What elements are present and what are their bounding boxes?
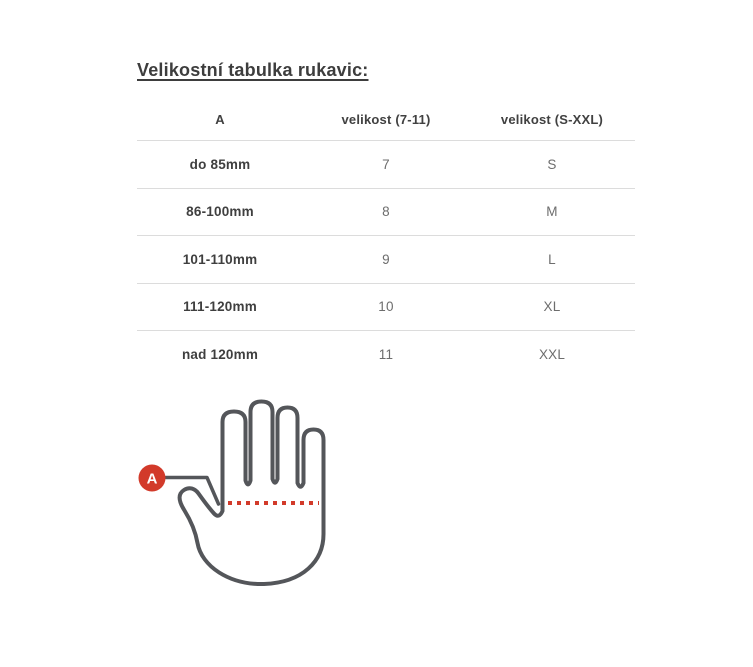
- header-cell-velikost-s-xxl: velikost (S-XXL): [500, 112, 604, 127]
- hand-outline-icon: [180, 402, 324, 585]
- table-cell: S: [547, 156, 557, 172]
- size-table: [137, 99, 635, 378]
- table-row: [137, 140, 635, 188]
- table-cell: 7: [382, 156, 390, 172]
- table-cell: 86-100mm: [186, 204, 254, 220]
- header-cell-velikost-7-11: velikost (7-11): [341, 112, 431, 127]
- header-cell-a: A: [215, 112, 225, 127]
- table-cell: nad 120mm: [181, 346, 259, 362]
- marker-label: A: [146, 470, 158, 488]
- table-cell: 8: [382, 204, 390, 220]
- table-row: [137, 235, 635, 283]
- table-header-row: [137, 99, 635, 140]
- table-row: [137, 188, 635, 236]
- table-row: [137, 330, 635, 378]
- table-row: [137, 283, 635, 331]
- table-cell: M: [546, 204, 558, 220]
- hand-measurement-diagram: [134, 392, 334, 592]
- table-cell: XXL: [538, 346, 566, 362]
- table-cell: 11: [378, 346, 394, 362]
- table-cell: L: [548, 251, 556, 267]
- table-cell: 10: [378, 299, 394, 315]
- table-cell: 9: [382, 251, 390, 267]
- table-cell: 101-110mm: [182, 251, 258, 267]
- table-cell: 111-120mm: [183, 299, 257, 315]
- table-cell: do 85mm: [189, 156, 251, 172]
- page-title: Velikostní tabulka rukavic:: [137, 60, 369, 80]
- measurement-marker-a: [139, 465, 166, 492]
- table-cell: XL: [543, 299, 561, 315]
